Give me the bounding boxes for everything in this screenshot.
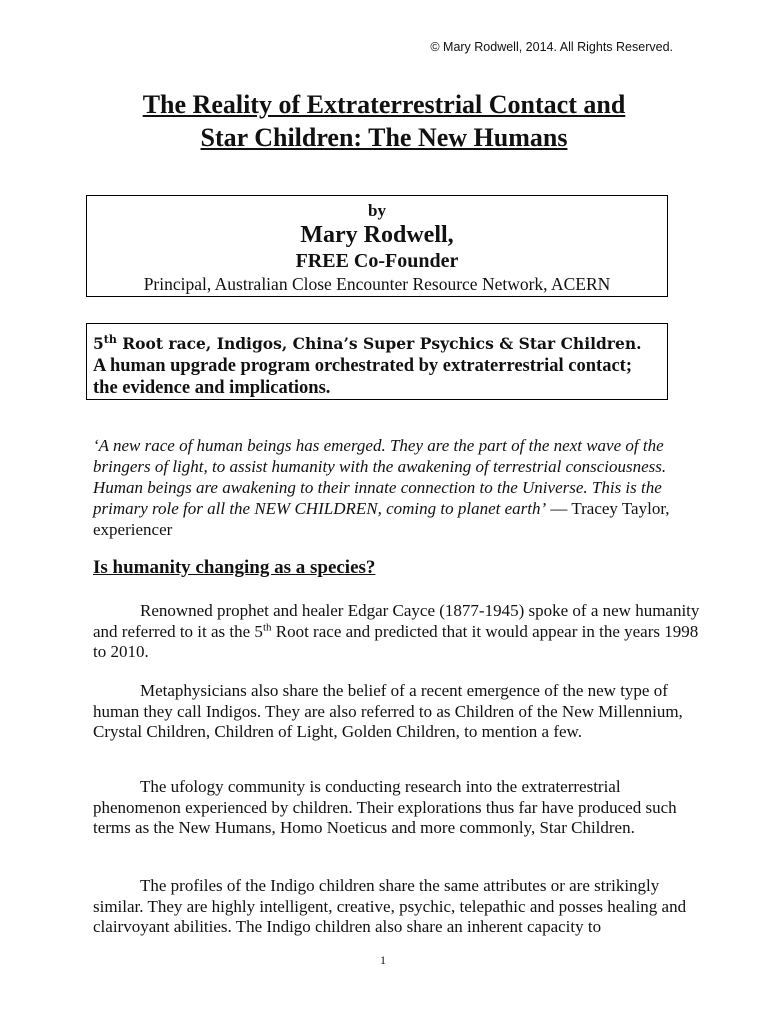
title-line-2: Star Children: The New Humans <box>200 123 568 152</box>
paragraph-1-sup: th <box>262 620 272 633</box>
author-role: FREE Co-Founder <box>295 250 459 272</box>
paragraph-1 <box>93 601 703 663</box>
paragraph-4 <box>93 876 703 938</box>
title-line-1: The Reality of Extraterrestrial Contact and <box>142 90 626 119</box>
paragraph-2 <box>93 681 703 743</box>
paragraph-4-text: The profiles of the Indigo children share the same attributes or are strikingly similar. They are highly intelligent, creative, psychic, telepathic and posses healing and clairvoyant abilities. The Indigo children also share an inherent capacity to <box>93 876 687 936</box>
quote-attribution: — Tracey Taylor, experiencer <box>93 499 670 539</box>
copyright-notice: © Mary Rodwell, 2014. All Rights Reserved. <box>430 40 673 54</box>
paragraph-1-text-end: Root race and predicted that it would appear in the years 1998 to 2010. <box>93 621 699 661</box>
topic-root-suffix: th <box>103 333 117 346</box>
document-title <box>40 88 728 154</box>
topic-line-2: A human upgrade program orchestrated by extraterrestrial contact; the evidence and implications. <box>93 356 632 399</box>
topic-line-1 <box>93 329 661 355</box>
topic-box <box>86 323 668 400</box>
paragraph-3 <box>93 777 703 839</box>
opening-quote <box>93 435 711 540</box>
paragraph-3-text: The ufology community is conducting research into the extraterrestrial phenomenon experienced by children. Their explorations thus far have produced such terms as the New Humans, Homo Noeticus and more commonly, Star Children. <box>93 777 677 837</box>
paragraph-2-text: Metaphysicians also share the belief of a recent emergence of the new type of human they call Indigos. They are also referred to as Children of the New Millennium, Crystal Children, Children of Light, Golden Children, to mention a few. <box>93 681 683 741</box>
author-organization: Principal, Australian Close Encounter Resource Network, ACERN <box>143 274 611 294</box>
byline-by: by <box>368 201 386 220</box>
topic-root-number: 5 <box>93 334 104 354</box>
byline-box <box>86 195 668 297</box>
topic-line-1-text: Root race, Indigos, China’s Super Psychics & Star Children. <box>116 334 642 354</box>
paragraph-1-text: Renowned prophet and healer Edgar Cayce (1877-1945) spoke of a new humanity and referred to it as the 5 <box>93 601 700 641</box>
page-number: 1 <box>380 953 386 967</box>
quote-text: ‘A new race of human beings has emerged. They are the part of the next wave of the bringers of light, to assist humanity with the awakening of terrestrial consciousness. Human beings are awakening to their innate connection to the Universe. This is the primary role for all the NEW CHILDREN, coming to planet earth’ <box>93 436 667 518</box>
author-name: Mary Rodwell, <box>300 222 454 248</box>
section-heading: Is humanity changing as a species? <box>93 557 376 578</box>
